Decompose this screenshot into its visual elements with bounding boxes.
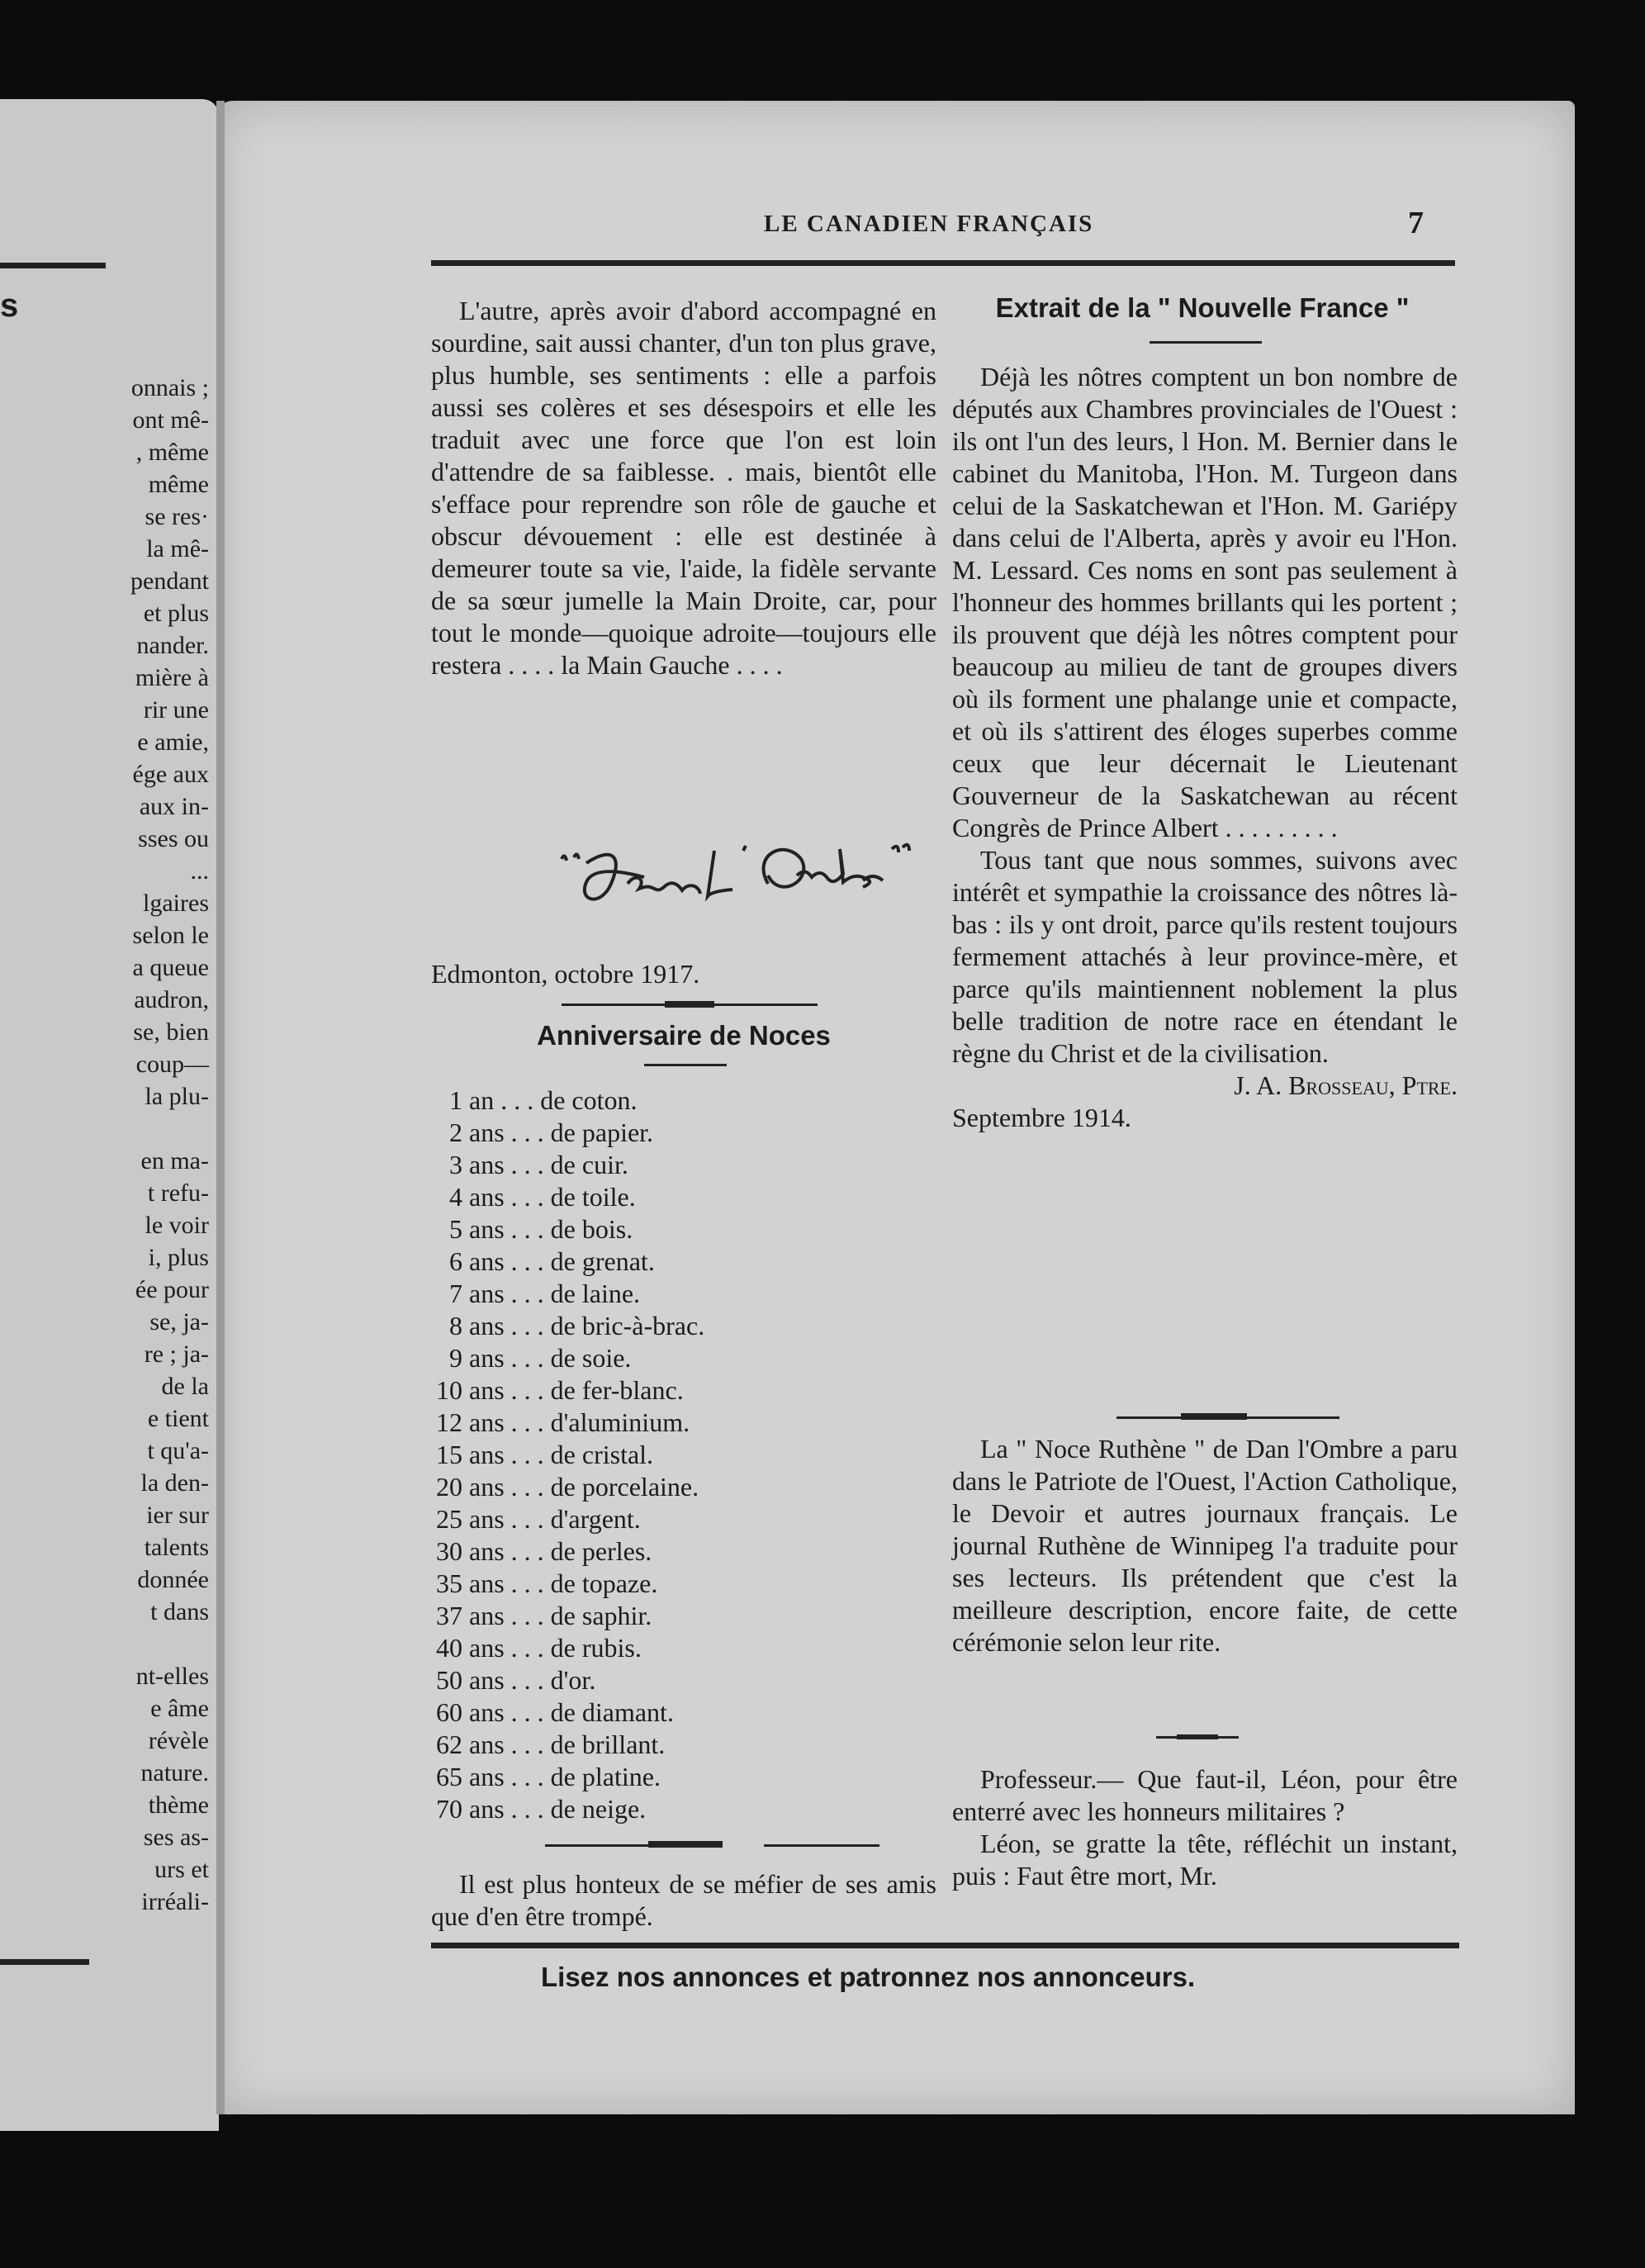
anniversary-row: 30 ans . . . de perles. bbox=[363, 1535, 652, 1568]
anniversary-unit: ans bbox=[469, 1472, 505, 1502]
previous-page-line: de la bbox=[161, 1373, 209, 1400]
anniversary-unit: ans bbox=[469, 1536, 505, 1566]
anniversary-row: 2 ans . . . de papier. bbox=[363, 1117, 653, 1149]
header-rule bbox=[431, 260, 1455, 266]
anniversary-material: de diamant. bbox=[550, 1697, 674, 1727]
anniversary-unit: ans bbox=[469, 1279, 505, 1308]
notice-separator-bar bbox=[1177, 1734, 1218, 1739]
previous-page-line: i, plus bbox=[148, 1244, 209, 1271]
anniversary-unit: ans bbox=[469, 1633, 505, 1663]
anniversary-row: 20 ans . . . de porcelaine. bbox=[363, 1471, 699, 1503]
anniversary-years: 62 bbox=[436, 1729, 462, 1759]
anniversary-material: de saphir. bbox=[550, 1601, 652, 1630]
anniversary-row: 9 ans . . . de soie. bbox=[363, 1342, 631, 1374]
previous-page-line: pendant bbox=[130, 567, 209, 595]
anniversary-material: de brillant. bbox=[550, 1729, 666, 1759]
previous-page-line: mière à bbox=[135, 664, 209, 691]
anniversary-years: 3 bbox=[449, 1150, 462, 1179]
previous-page-line: t dans bbox=[150, 1598, 209, 1625]
article-byline: J. A. Brosseau, Ptre. bbox=[1234, 1070, 1458, 1100]
anniversary-unit: ans bbox=[469, 1504, 505, 1534]
anniversary-years: 15 bbox=[436, 1440, 462, 1469]
anniversary-row: 25 ans . . . d'argent. bbox=[363, 1503, 641, 1535]
anniversary-unit: ans bbox=[469, 1150, 505, 1179]
previous-page-line: en ma- bbox=[140, 1147, 209, 1174]
previous-page-line: audron, bbox=[134, 986, 209, 1013]
anniversary-row: 12 ans . . . d'aluminium. bbox=[363, 1407, 690, 1439]
notice-paragraph: La " Noce Ruthène " de Dan l'Ombre a paru dans le Patriote de l'Ouest, l'Action Catholique, le Devoir et autres journaux français. Le journal Ruthène de Winnipeg l'a traduite pour ses lecteurs. Ils prétendent que c'est la meilleure description, encore faite, de cette cérémonie selon leur rite. bbox=[952, 1434, 1458, 1657]
anniversary-years: 37 bbox=[436, 1601, 462, 1630]
previous-page-top-rule bbox=[0, 263, 106, 268]
page-spine bbox=[216, 101, 225, 2114]
anniversary-material: d'argent. bbox=[550, 1504, 641, 1534]
previous-page-line: a queue bbox=[132, 954, 209, 981]
previous-page-line: sses ou bbox=[138, 825, 209, 852]
anniversary-years: 50 bbox=[436, 1665, 462, 1695]
anniversary-material: de toile. bbox=[550, 1182, 636, 1212]
anniversary-unit: ans bbox=[469, 1729, 505, 1759]
previous-page-line: irréali- bbox=[141, 1888, 209, 1915]
anniversary-years: 20 bbox=[436, 1472, 462, 1502]
anniversary-material: de platine. bbox=[550, 1762, 661, 1791]
previous-page-line: nature. bbox=[140, 1759, 209, 1786]
joke-answer: Léon, se gratte la tête, réfléchit un instant, puis : Faut être mort, Mr. bbox=[952, 1829, 1458, 1891]
previous-page-line: ... bbox=[190, 857, 209, 885]
previous-page-line: coup— bbox=[135, 1051, 209, 1078]
anniversary-material: de neige. bbox=[550, 1794, 647, 1824]
anniversary-row: 35 ans . . . de topaze. bbox=[363, 1568, 657, 1600]
footer-rule bbox=[431, 1943, 1459, 1948]
anniversary-material: d'or. bbox=[550, 1665, 596, 1695]
previous-page-fragment bbox=[0, 99, 219, 2131]
anniversary-title-underline bbox=[644, 1064, 727, 1066]
anniversary-years: 65 bbox=[436, 1762, 462, 1791]
anniversary-material: de cristal. bbox=[550, 1440, 654, 1469]
anniversary-row: 50 ans . . . d'or. bbox=[363, 1664, 595, 1696]
anniversary-row: 5 ans . . . de bois. bbox=[363, 1213, 633, 1246]
previous-page-line: t refu- bbox=[147, 1179, 209, 1207]
article-title: Extrait de la " Nouvelle France " bbox=[995, 292, 1410, 323]
previous-page-line: e tient bbox=[147, 1405, 209, 1432]
anniversary-material: de porcelaine. bbox=[550, 1472, 699, 1502]
anniversary-unit: ans bbox=[469, 1311, 505, 1340]
anniversary-row: 62 ans . . . de brillant. bbox=[363, 1729, 665, 1761]
previous-page-line: lgaires bbox=[143, 890, 209, 917]
previous-page-line: ier sur bbox=[146, 1502, 209, 1529]
previous-page-line: se res· bbox=[145, 503, 209, 530]
running-title: LE CANADIEN FRANÇAIS bbox=[764, 211, 1094, 237]
anniversary-row: 10 ans . . . de fer-blanc. bbox=[363, 1374, 684, 1407]
handwritten-signature bbox=[549, 834, 913, 925]
anniversary-row: 37 ans . . . de saphir. bbox=[363, 1600, 652, 1632]
anniversary-row: 65 ans . . . de platine. bbox=[363, 1761, 661, 1793]
previous-page-line: onnais ; bbox=[130, 374, 209, 401]
previous-page-line: selon le bbox=[132, 922, 209, 949]
anniversary-row: 3 ans . . . de cuir. bbox=[363, 1149, 628, 1181]
previous-page-bottom-rule bbox=[0, 1959, 89, 1965]
anniversary-row: 70 ans . . . de neige. bbox=[363, 1793, 646, 1825]
anniversary-unit: ans bbox=[469, 1182, 505, 1212]
previous-page-line: talents bbox=[144, 1534, 209, 1561]
article-title-underline bbox=[1150, 341, 1262, 344]
previous-page-line: la den- bbox=[140, 1469, 209, 1497]
previous-page-line: e amie, bbox=[137, 728, 209, 756]
previous-page-line: nander. bbox=[136, 632, 209, 659]
maxim: Il est plus honteux de se méfier de ses amis que d'en être trompé. bbox=[431, 1869, 936, 1931]
anniversary-years: 30 bbox=[436, 1536, 462, 1566]
article-paragraph-1: Déjà les nôtres comptent un bon nombre de députés aux Chambres provinciales de l'Ouest : ils ont l'un des leurs, l Hon. M. Bernier dans le cabinet du Manitoba, l'Hon. M. Turgeon dans celui de la Saskatchewan et l'Hon. M. Gariépy dans celui de l'Alberta, après y avoir eu l'Hon. M. Lessard. Ces noms en sont pas seulement à l'honneur des hommes brillants qui les portent ; ils prouvent que déjà les nôtres comptent pour beaucoup au milieu de tant de groupes divers où ils forment une phalange unie et compacte, et où ils s'attirent des éloges superbes comme ceux que leur décernait le Lieutenant Gouverneur de la Saskatchewan au récent Congrès de Prince Albert . . . . . . . . . bbox=[952, 362, 1458, 842]
anniversary-material: de laine. bbox=[550, 1279, 641, 1308]
anniversary-years: 5 bbox=[449, 1214, 462, 1244]
previous-page-line: aux in- bbox=[139, 793, 209, 820]
anniversary-unit: ans bbox=[469, 1214, 505, 1244]
bottom-separator-right bbox=[764, 1844, 879, 1847]
anniversary-row: 7 ans . . . de laine. bbox=[363, 1278, 640, 1310]
anniversary-row: 40 ans . . . de rubis. bbox=[363, 1632, 642, 1664]
previous-page-line: ée pour bbox=[135, 1276, 209, 1303]
anniversary-material: de bric-à-brac. bbox=[550, 1311, 705, 1340]
anniversary-unit: ans bbox=[469, 1117, 505, 1147]
anniversary-years: 10 bbox=[436, 1375, 462, 1405]
previous-page-line: t qu'a- bbox=[147, 1437, 209, 1464]
previous-page-line: la plu- bbox=[145, 1083, 209, 1110]
previous-page-line: ses as- bbox=[143, 1824, 209, 1851]
anniversary-years: 1 bbox=[449, 1085, 462, 1115]
previous-page-line: e âme bbox=[150, 1695, 209, 1722]
article-date: Septembre 1914. bbox=[952, 1103, 1131, 1132]
joke-block bbox=[952, 1763, 1458, 1892]
anniversary-unit: ans bbox=[469, 1440, 505, 1469]
previous-page-line: se, bien bbox=[133, 1018, 209, 1046]
anniversary-material: de cuir. bbox=[550, 1150, 628, 1179]
anniversary-unit: ans bbox=[469, 1568, 505, 1598]
left-column-paragraph: L'autre, après avoir d'abord accompagné en sourdine, sait aussi chanter, d'un ton plus grave, plus humble, ses sentiments : elle a parfois aussi ses colères et ses désespoirs et elle les traduit avec une force que l'on est loin d'attendre de sa faiblesse. . mais, bientôt elle s'efface pour reprendre son rôle de gauche et obscur dévouement : elle est destinée à demeurer toute sa vie, l'aide, la fidèle servante de sa sœur jumelle la Main Droite, car, pour tout le monde—quoique adroite—toujours elle restera . . . . la Main Gauche . . . . bbox=[431, 296, 936, 680]
joke-question: Professeur.— Que faut-il, Léon, pour être enterré avec les honneurs militaires ? bbox=[952, 1764, 1458, 1826]
anniversary-unit: an bbox=[469, 1085, 495, 1115]
previous-page-line: le voir bbox=[145, 1212, 209, 1239]
anniversary-years: 2 bbox=[449, 1117, 462, 1147]
page-number: 7 bbox=[1408, 206, 1424, 240]
anniversary-row: 8 ans . . . de bric-à-brac. bbox=[363, 1310, 704, 1342]
anniversary-unit: ans bbox=[469, 1246, 505, 1276]
article-body bbox=[952, 361, 1458, 1134]
anniversary-material: de fer-blanc. bbox=[550, 1375, 684, 1405]
anniversary-years: 8 bbox=[449, 1311, 462, 1340]
left-separator-bar bbox=[665, 1001, 714, 1008]
anniversary-material: d'aluminium. bbox=[550, 1407, 690, 1437]
anniversary-unit: ans bbox=[469, 1794, 505, 1824]
anniversary-years: 40 bbox=[436, 1633, 462, 1663]
previous-page-line: re ; ja- bbox=[144, 1340, 209, 1368]
anniversary-years: 60 bbox=[436, 1697, 462, 1727]
previous-page-line: se, ja- bbox=[149, 1308, 209, 1336]
bottom-separator-bar bbox=[648, 1841, 723, 1848]
previous-page-line: la mê- bbox=[146, 535, 209, 562]
anniversary-unit: ans bbox=[469, 1601, 505, 1630]
dateline: Edmonton, octobre 1917. bbox=[431, 959, 700, 989]
anniversary-unit: ans bbox=[469, 1375, 505, 1405]
anniversary-title: Anniversaire de Noces bbox=[537, 1020, 831, 1051]
anniversary-material: de perles. bbox=[550, 1536, 652, 1566]
anniversary-years: 9 bbox=[449, 1343, 462, 1373]
previous-page-heading: s bbox=[0, 287, 19, 324]
anniversary-years: 70 bbox=[436, 1794, 462, 1824]
anniversary-unit: ans bbox=[469, 1343, 505, 1373]
anniversary-years: 35 bbox=[436, 1568, 462, 1598]
previous-page-line: ége aux bbox=[132, 761, 209, 788]
notice-block bbox=[952, 1433, 1458, 1658]
anniversary-unit: ans bbox=[469, 1697, 505, 1727]
anniversary-row: 6 ans . . . de grenat. bbox=[363, 1246, 655, 1278]
anniversary-row: 60 ans . . . de diamant. bbox=[363, 1696, 674, 1729]
anniversary-material: de papier. bbox=[550, 1117, 654, 1147]
previous-page-line: nt-elles bbox=[135, 1663, 209, 1690]
article-paragraph-2: Tous tant que nous sommes, suivons avec intérêt et sympathie la croissance des nôtres là-bas : ils y ont droit, parce qu'ils restent toujours fermement attachés à leur province-mère, et parce qu'ils maintiennent noblement la plus belle tradition de notre race en étendant le règne du Christ et de la civilisation. bbox=[952, 845, 1458, 1068]
anniversary-material: de coton. bbox=[540, 1085, 638, 1115]
previous-page-line: donnée bbox=[137, 1566, 209, 1593]
previous-page-line: thème bbox=[148, 1791, 209, 1819]
anniversary-unit: ans bbox=[469, 1407, 505, 1437]
anniversary-years: 7 bbox=[449, 1279, 462, 1308]
previous-page-line: et plus bbox=[143, 600, 209, 627]
previous-page-line: urs et bbox=[154, 1856, 209, 1883]
anniversary-unit: ans bbox=[469, 1665, 505, 1695]
anniversary-row: 1 an . . . de coton. bbox=[363, 1084, 638, 1117]
previous-page-line: ont mê- bbox=[132, 406, 209, 434]
previous-page-line: révèle bbox=[148, 1727, 209, 1754]
anniversary-material: de rubis. bbox=[550, 1633, 642, 1663]
anniversary-material: de soie. bbox=[550, 1343, 632, 1373]
anniversary-years: 12 bbox=[436, 1407, 462, 1437]
previous-page-line: , même bbox=[135, 439, 209, 466]
anniversary-material: de bois. bbox=[550, 1214, 633, 1244]
anniversary-unit: ans bbox=[469, 1762, 505, 1791]
anniversary-row: 4 ans . . . de toile. bbox=[363, 1181, 636, 1213]
anniversary-years: 6 bbox=[449, 1246, 462, 1276]
anniversary-row: 15 ans . . . de cristal. bbox=[363, 1439, 653, 1471]
previous-page-line: rir une bbox=[143, 696, 209, 724]
right-separator-bar bbox=[1181, 1413, 1247, 1420]
previous-page-line: même bbox=[148, 471, 209, 498]
anniversary-material: de grenat. bbox=[550, 1246, 655, 1276]
anniversary-years: 25 bbox=[436, 1504, 462, 1534]
footer-slogan: Lisez nos annonces et patronnez nos annonceurs. bbox=[541, 1962, 1196, 1992]
anniversary-years: 4 bbox=[449, 1182, 462, 1212]
anniversary-material: de topaze. bbox=[550, 1568, 658, 1598]
